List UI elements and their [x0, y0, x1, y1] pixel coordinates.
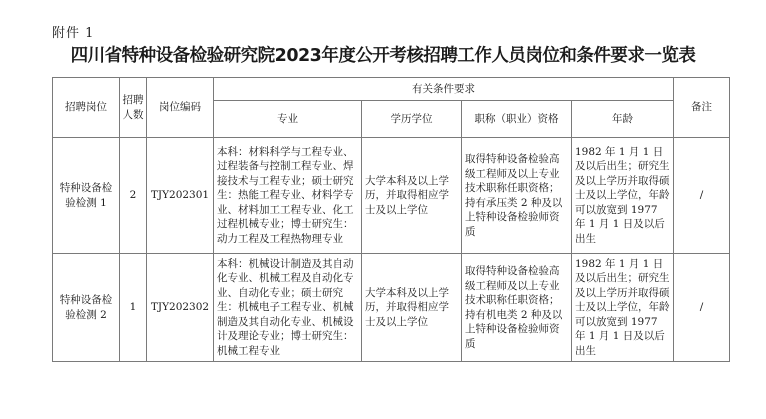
- row-age: 1982 年 1 月 1 日及以后出生；研究生及以上学历并取得硕士及以上学位，年龄可以放宽到 1977 年 1 月 1 日及以后出生: [572, 138, 674, 254]
- row-education: 大学本科及以上学历，并取得相应学士及以上学位: [362, 138, 462, 254]
- document-title: 四川省特种设备检验研究院2023年度公开考核招聘工作人员岗位和条件要求一览表: [70, 46, 696, 66]
- row-count: 1: [120, 254, 147, 362]
- header-position: 招聘岗位: [53, 78, 120, 138]
- row-age: 1982 年 1 月 1 日及以后出生；研究生及以上学历并取得硕士及以上学位，年龄可以放宽到 1977 年 1 月 1 日及以后出生: [572, 254, 674, 362]
- header-education: 学历学位: [362, 101, 462, 138]
- attachment-label: 附件 1: [52, 26, 95, 41]
- row-count: 2: [120, 138, 147, 254]
- row-qualification: 取得特种设备检验高级工程师及以上专业技术职称任职资格；持有承压类 2 种及以上特种设备检验师资质: [462, 138, 572, 254]
- header-code: 岗位编码: [147, 78, 214, 138]
- row-major: 本科：材料科学与工程专业、过程装备与控制工程专业、焊接技术与工程专业；硕士研究生：热能工程专业、材料学专业、材料加工工程专业、化工过程机械专业；博士研究生：动力工程及工程热物理专业: [214, 138, 362, 254]
- row-education: 大学本科及以上学历，并取得相应学士及以上学位: [362, 254, 462, 362]
- table-row: [53, 254, 730, 362]
- row-code: TJY202302: [147, 254, 214, 362]
- table-row: [53, 138, 730, 254]
- header-age: 年龄: [572, 101, 674, 138]
- row-code: TJY202301: [147, 138, 214, 254]
- header-requirements-group: 有关条件要求: [214, 78, 674, 101]
- requirements-table: [52, 77, 730, 362]
- header-qualification: 职称（职业）资格: [462, 101, 572, 138]
- row-major: 本科：机械设计制造及其自动化专业、机械工程及自动化专业、自动化专业；硕士研究生：机械电子工程专业、机械制造及其自动化专业、机械设计及理论专业；博士研究生：机械工程专业: [214, 254, 362, 362]
- header-major: 专业: [214, 101, 362, 138]
- row-remarks: /: [674, 254, 730, 362]
- header-count: 招聘 人数: [120, 78, 147, 138]
- row-position: 特种设备检验检测 2: [53, 254, 120, 362]
- header-row-1: [53, 78, 730, 101]
- row-remarks: /: [674, 138, 730, 254]
- header-remarks: 备注: [674, 78, 730, 138]
- row-position: 特种设备检验检测 1: [53, 138, 120, 254]
- row-qualification: 取得特种设备检验高级工程师及以上专业技术职称任职资格；持有机电类 2 种及以上特种设备检验师资质: [462, 254, 572, 362]
